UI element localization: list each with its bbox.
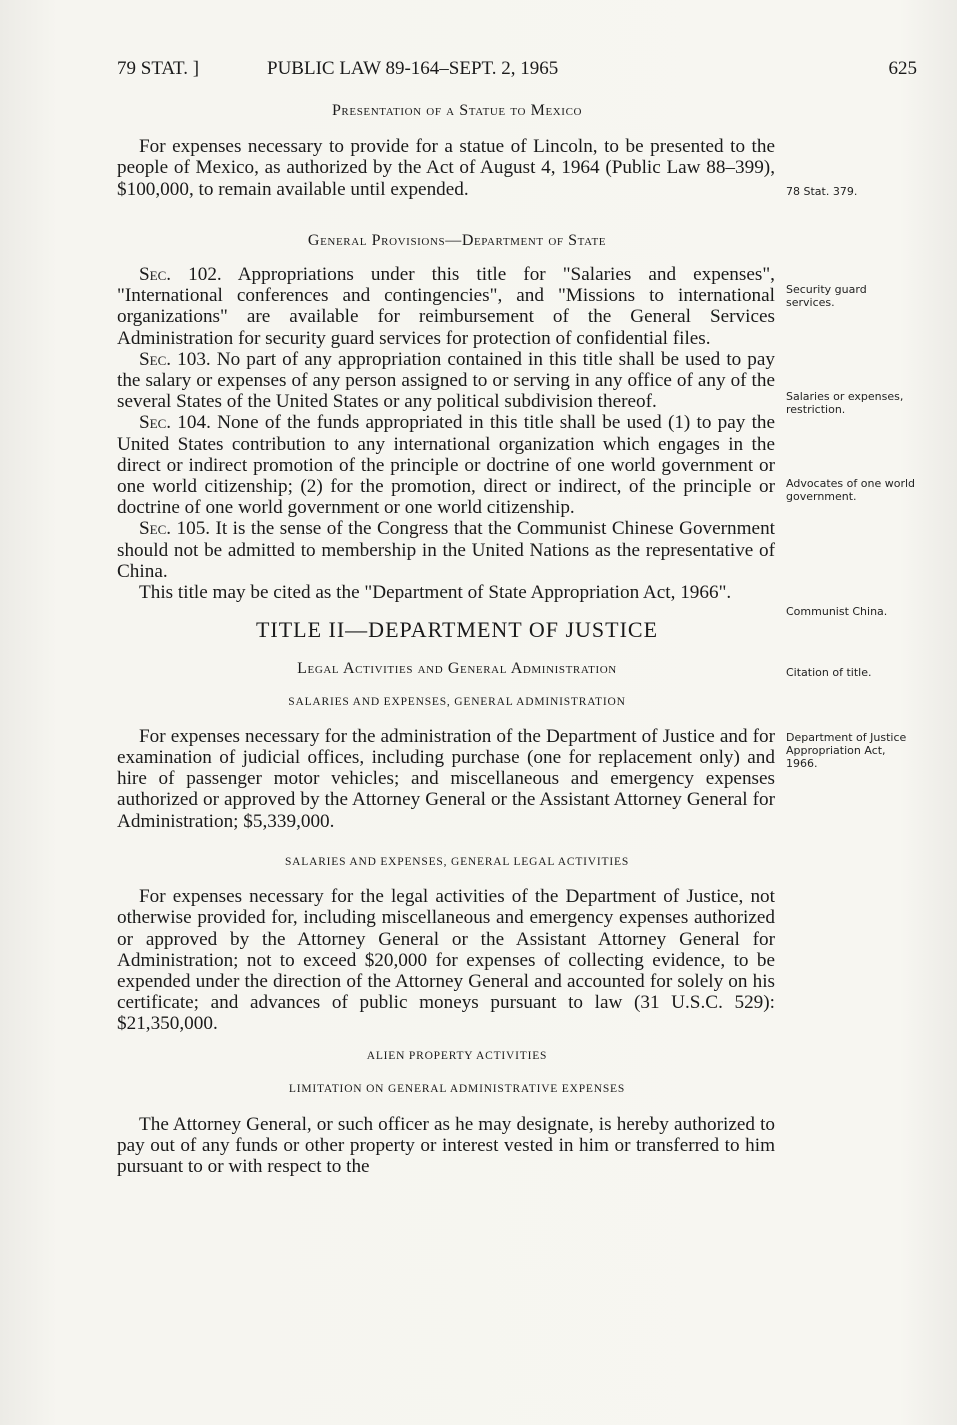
sec-104-text: None of the funds appropriated in this title shall be used (1) to pay the United States contribution to any international organization which engages in the direct or indirect promotion of the principle or doctrine of one world government or one world citizenship; (2) for the promotion, direct or indirect, of the principle or doctrine of one world government or one world citizenship. — [117, 412, 776, 519]
margin-note-salaries: Salaries or expenses, restriction. — [786, 390, 904, 416]
sec-105-text: It is the sense of the Congress that the Communist Chinese Government should not be admitted to membership in the United Nations as the representative of China. — [117, 518, 776, 582]
public-law-title: PUBLIC LAW 89-164–SEPT. 2, 1965 — [267, 58, 559, 79]
sec-103-label: Sec. 103. — [139, 348, 211, 370]
limitation-heading: LIMITATION ON GENERAL ADMINISTRATIVE EXPENSES — [288, 1082, 626, 1095]
main-text-column — [117, 100, 775, 1178]
general-provisions-heading: General Provisions—Department of State — [307, 231, 607, 249]
sec-103-text: No part of any appropriation contained in this title shall be used to pay the salary or expenses of any person assigned to or serving in any office of any of the several States of the United States or any political subdivision thereof. — [117, 348, 776, 413]
legal-activities-heading: Legal Activities and General Administration — [297, 660, 617, 678]
sec-104-paragraph — [117, 412, 775, 518]
presentation-heading: Presentation of a Statue to Mexico — [331, 102, 583, 119]
margin-note-citation: Citation of title. — [786, 666, 872, 679]
margin-note-security: Security guard services. — [786, 283, 867, 309]
sec-104-label: Sec. 104. — [139, 412, 211, 434]
final-paragraph: The Attorney General, or such officer as he may designate, is hereby authorized to pay out of any funds or other property or interest vested in him or transferred to him pursuant to or with respect to the — [117, 1113, 775, 1178]
page-header — [117, 58, 917, 84]
citation-paragraph: This title may be cited as the "Department of State Appropriation Act, 1966". — [139, 582, 732, 604]
page-number: 625 — [888, 58, 917, 79]
margin-note-communist: Communist China. — [786, 605, 888, 618]
sec-102-text: Appropriations under this title for "Salaries and expenses", "International conferences and contingencies", and "Missions to international organizations" are available for reimbursement of the General Services Administration for security guard services for protection of confidential files. — [117, 264, 775, 349]
statute-reference: 79 STAT. ] — [117, 58, 200, 79]
salaries-legal-heading: SALARIES AND EXPENSES, GENERAL LEGAL ACTIVITIES — [284, 855, 630, 868]
margin-note-advocates: Advocates of one world government. — [786, 477, 916, 503]
sec-102-label: Sec. 102. — [139, 264, 222, 286]
salaries-admin-heading: SALARIES AND EXPENSES, GENERAL ADMINISTRATION — [288, 695, 626, 708]
sec-105-paragraph — [117, 518, 775, 582]
margin-note-78-stat: 78 Stat. 379. — [786, 185, 858, 198]
alien-property-heading: ALIEN PROPERTY ACTIVITIES — [366, 1049, 548, 1062]
sec-102-paragraph — [117, 264, 775, 349]
salaries-admin-paragraph: For expenses necessary for the administration of the Department of Justice and for examination of judicial offices, including purchase (one for replacement only) and hire of passenger motor vehicles; and miscellaneous and emergency expenses authorized or approved by the Attorney General or the Assistant Attorney General for Administration; $5,339,000. — [117, 725, 775, 832]
title-ii-heading: TITLE II—DEPARTMENT OF JUSTICE — [255, 617, 659, 643]
presentation-paragraph: For expenses necessary to provide for a statue of Lincoln, to be presented to the people of Mexico, as authorized by the Act of August 4, 1964 (Public Law 88–399), $100,000, to remain available until expended. — [117, 136, 775, 200]
salaries-legal-paragraph: For expenses necessary for the legal activities of the Department of Justice, not otherwise provided for, including miscellaneous and emergency expenses authorized or approved by the Attorney General or the Assistant Attorney General for Administration; not to exceed $20,000 for expenses of collecting evidence, to be expended under the direction of the Attorney General and accounted for solely on his certificate; and advances of public moneys pursuant to law (31 U.S.C. 529): $21,350,000. — [117, 886, 775, 1035]
margin-note-doj-act: Department of Justice Appropriation Act, 1966. — [786, 731, 907, 770]
sec-105-label: Sec. 105. — [139, 518, 211, 540]
sec-103-paragraph — [117, 349, 775, 413]
